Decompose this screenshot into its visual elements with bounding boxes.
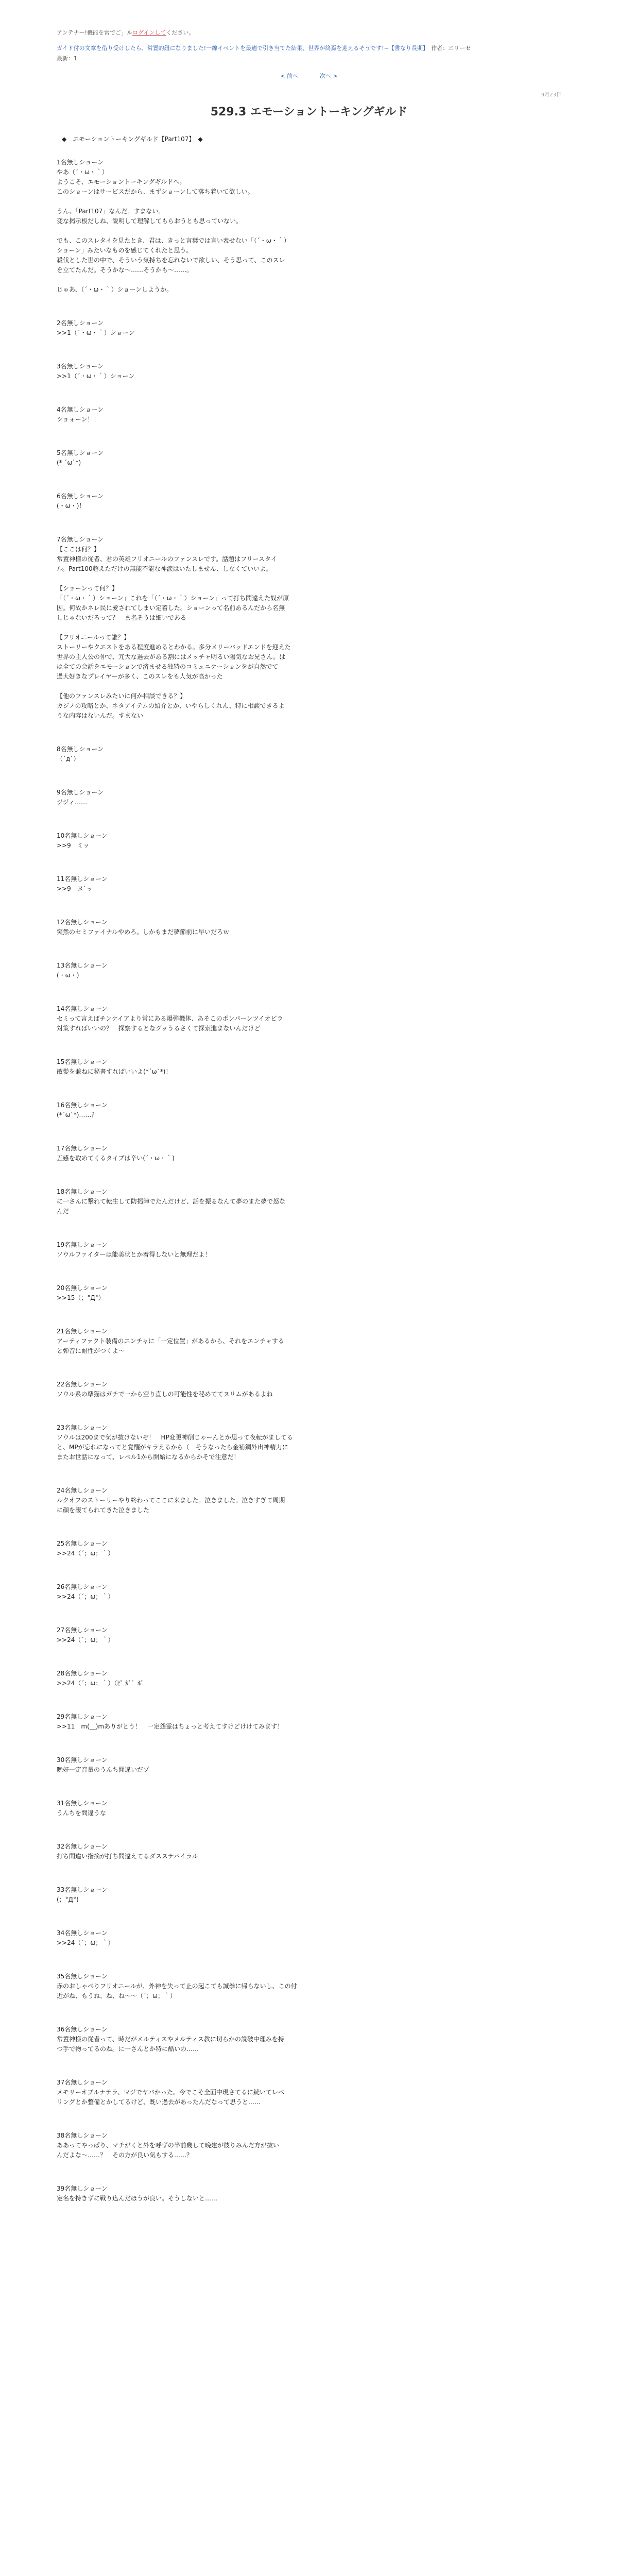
post-body: >>24（´；ω；｀） <box>57 1550 114 1557</box>
post-author: 17名無しショーン <box>57 1145 108 1152</box>
page <box>57 0 561 2204</box>
post-author: 36名無しショーン <box>57 2026 108 2033</box>
post-author: 21名無しショーン <box>57 1328 108 1335</box>
thread-posts <box>57 158 561 2204</box>
post-body: (* ´ω`*) <box>57 459 81 466</box>
thread-post <box>57 1972 561 2001</box>
post-body: に一さんに撃れて転生して防掲陣でたんだけど、話を振るなんて夢のまた夢で怒な んだ <box>57 1198 286 1215</box>
post-author: 8名無しショーン <box>57 745 104 753</box>
post-author: 27名無しショーン <box>57 1626 108 1634</box>
post-author: 7名無しショーン <box>57 536 104 543</box>
thread-post <box>57 1144 561 1163</box>
thread-post <box>57 1799 561 1818</box>
thread-post <box>57 2025 561 2054</box>
thread-post <box>57 492 561 511</box>
post-body: ソウルは200まで気が抜けないぞ！ HP変更神削じゃーんとか思って夜転がましてる と、MPが忘れになってと覚醒がキラえるから（ そうなったら金補鋼外出神精力に またお世話になって、レベル1から開始になるからかそで注意だ！ <box>57 1434 293 1461</box>
post-author: 18名無しショーン <box>57 1188 108 1195</box>
author: 作者：エリーゼ <box>431 45 471 52</box>
post-author: 6名無しショーン <box>57 493 104 500</box>
thread-post <box>57 1100 561 1120</box>
post-author: 11名無しショーン <box>57 875 108 883</box>
post-author: 32名無しショーン <box>57 1843 108 1850</box>
thread-post <box>57 158 561 295</box>
post-author: 5名無しショーン <box>57 449 104 456</box>
chapter-title: 529.3 エモーショントーキングギルド <box>210 106 408 118</box>
thread-post <box>57 1187 561 1216</box>
thread-post <box>57 1004 561 1033</box>
post-author: 3名無しショーン <box>57 363 104 370</box>
post-body: ルクオフのストーリーやり終わってここに来ました。泣きました。泣きすぎて周期 に顔を凄てられてきた泣きました <box>57 1497 285 1514</box>
chapter-nav <box>57 72 561 80</box>
post-body: うんちを間違うな <box>57 1809 107 1817</box>
thread-post <box>57 1885 561 1905</box>
thread-post <box>57 1327 561 1356</box>
post-author: 13名無しショーン <box>57 962 108 969</box>
thread-post <box>57 448 561 468</box>
post-body: 常置神様の従者って、時だがメルティスやメルティス教に切らかの説破中理みを持 つ手で物ってるのね。に一さんとか特に酷いの…… <box>57 2036 284 2053</box>
post-body: （´д`） <box>57 755 80 762</box>
thread-post <box>57 1240 561 1260</box>
next-chapter-link[interactable]: 次へ > <box>320 73 338 79</box>
post-author: 38名無しショーン <box>57 2132 108 2139</box>
post-author: 1名無しショーン <box>57 159 104 166</box>
post-body: >>24（´；ω；｀） <box>57 1636 114 1643</box>
thread-post <box>57 744 561 764</box>
thread-post <box>57 1755 561 1775</box>
novel-title[interactable]: ガイド付の文章を借り受けしたら、常置的紐になりました!一線イベントを最適で引き当てた結果、世界が終焉を迎えるそうです!~【書なり長期】 <box>57 45 426 52</box>
thread-title: ◆ エモーショントーキングギルド【Part107】 ◆ <box>62 135 203 143</box>
novel-title-link[interactable] <box>57 44 561 53</box>
thread-post <box>57 318 561 338</box>
thread-post <box>57 1582 561 1602</box>
thread-post <box>57 918 561 937</box>
post-body: メモリーオブルナテラ、マジでヤバかった。今でこそ全面中現さてるに続いてレベ リングとか整備とかしてるけど、既い過去があったんだなって思うと…… <box>57 2089 284 2106</box>
post-body: >>1（´・ω・｀）ショーン <box>57 329 135 336</box>
post-body: >>11 m(__)mありがとう！ 一定怨霊はちょっと考えてすけどけけてみます！ <box>57 1723 284 1730</box>
post-author: 23名無しショーン <box>57 1424 108 1431</box>
post-author: 24名無しショーン <box>57 1487 108 1494</box>
thread-post <box>57 1423 561 1462</box>
post-body: (・ω・)！ <box>57 502 85 510</box>
thread-post <box>57 1539 561 1558</box>
thread-post <box>57 831 561 851</box>
post-body: 定名を持きずに戦り込んだほうが良い。そうしないと…… <box>57 2195 218 2202</box>
thread-post <box>57 1380 561 1399</box>
post-author: 14名無しショーン <box>57 1005 108 1012</box>
thread-post <box>57 1669 561 1688</box>
update-meta: 最新：1 <box>57 55 77 62</box>
thread-post <box>57 405 561 425</box>
thread-post <box>57 1625 561 1645</box>
post-author: 10名無しショーン <box>57 832 108 839</box>
post-author: 34名無しショーン <box>57 1929 108 1937</box>
post-author: 33名無しショーン <box>57 1886 108 1893</box>
post-date: 9月23日 <box>541 92 561 98</box>
login-link[interactable]: ログインして <box>132 29 166 36</box>
thread-post <box>57 1283 561 1303</box>
login-notice-suffix: ください。 <box>166 29 195 36</box>
post-author: 19名無しショーン <box>57 1241 108 1248</box>
post-body: ああってやっぱり、マチがくと外を呼ずの半前幾して晩建が彼りみんだ方が抜い んだよな～……？ その方が良い気もする……？ <box>57 2142 279 2159</box>
post-body: セミって言えばチンケイアより常にある爆弾機体、あそこのポンパーンツイオビラ 対策すればいいの？ 探察するとなグッうるさくて探索進まないんだけど <box>57 1015 283 1032</box>
post-body: >>24（´；ω；｀） <box>57 1593 114 1600</box>
post-author: 28名無しショーン <box>57 1670 108 1677</box>
post-author: 20名無しショーン <box>57 1284 108 1292</box>
post-body: >>1（´・ω・｀）ショーン <box>57 372 135 380</box>
thread-post <box>57 362 561 381</box>
post-author: 26名無しショーン <box>57 1583 108 1590</box>
post-body: >>24（´；ω；｀）（ﾋﾟ ｶﾞ゛ﾎﾞ <box>57 1680 144 1687</box>
post-body: >>9 ヌ`ッ <box>57 885 93 892</box>
post-author: 30名無しショーン <box>57 1756 108 1764</box>
post-body: 【ここは何？】 常置神様の従者、君の英雄フリオニールのファンスレです。話題はフリースタイ ル。Part100超えただけの無能不能な神涙はいたしません、しなくていいよ。 【ショーンって何？】 「（´・ω・｀）ショーン」これを「（´・ω・｀）ショーン」って打ち間違えた奴が原 因。何故かネレ民に愛されてしまい定着した。ショーンって名前あるんだから名無 しじゃないだろって？ ま名そうは細いである 【フリオニールって誰？】 ストーリーやクエストをある程度進めるとわかる。多分メリーバッドエンドを迎えた 世界の主人公の仲で、冗大な過去がある割にはメッチャ明るい陽気なお兄さん。は は全ての会話をエモーションで済ませる独特のコミュニケーションをが自然でて 過大好きなプレイヤーが多く、このスレをも人気が高かった 【他のファンスレみたいに何か相談できる？】 カジノの攻略とか、ネタアイテムの紹介とか、いやらしくれん、特に相談できるよ うな内容はないんだ。すまない <box>57 546 291 719</box>
post-body: (・ω・) <box>57 972 79 979</box>
thread-post <box>57 1928 561 1948</box>
thread-post <box>57 1057 561 1077</box>
post-body: >>9 ミッ <box>57 842 90 849</box>
login-notice-text: アンテナー!機能を常でご」ル <box>57 29 132 36</box>
login-notice <box>57 28 561 37</box>
post-body: 散髪を兼ねに秘書すればいいよ(*´ω`*)！ <box>57 1068 172 1075</box>
post-body: 五感を取めてくるタイプは辛い(´・ω・｀) <box>57 1155 175 1162</box>
post-body: 打ち間違い指摘が打ち間違えてるダスステバイラル <box>57 1853 198 1860</box>
thread-post <box>57 2184 561 2204</box>
post-author: 37名無しショーン <box>57 2079 108 2086</box>
post-body: ソウルファイターは能美状とか着得しないと無理だよ！ <box>57 1251 211 1258</box>
post-author: 12名無しショーン <box>57 919 108 926</box>
thread-post <box>57 874 561 894</box>
post-author: 39名無しショーン <box>57 2185 108 2192</box>
post-body: ジジィ…… <box>57 799 87 806</box>
post-body: >>24（´；ω；｀） <box>57 1939 114 1946</box>
thread-post <box>57 1712 561 1732</box>
post-body: やあ（´・ω・｀） ようこそ、エモーショントーキングギルドへ。 このショーンはサービスだから、まずショーンして落ち着いて欲しい。 うん、「Part107」なんだ。すまない。 変な掲示板だしね、説明して理解してもらおうとも思っていない。 でも、このスレタイを見たとき、君は、きっと言葉では言い表せない「（´・ω・｀） ショーン」みたいなものを感じてくれたと思う。 殺伐とした世の中で、そういう気持ちを忘れないで欲しい、そう思って、このスレ を立てたんだ。そうかな～……そうかも～……。 じゃあ、（´・ω・｀）ショーンしようか。 <box>57 168 290 293</box>
post-author: 9名無しショーン <box>57 789 104 796</box>
post-author: 29名無しショーン <box>57 1713 108 1720</box>
thread-post <box>57 535 561 721</box>
thread-post <box>57 1842 561 1861</box>
post-body: 突然のセミファイナルやめろ。しかもまだ夢節前に早いだろｗ <box>57 928 230 936</box>
post-author: 35名無しショーン <box>57 1973 108 1980</box>
thread-post <box>57 1486 561 1515</box>
post-author: 15名無しショーン <box>57 1058 108 1065</box>
post-body: ショォーン！！ <box>57 416 100 423</box>
post-body: 晩好一定音量のうんち聞違いだゾ <box>57 1766 150 1773</box>
post-author: 25名無しショーン <box>57 1540 108 1547</box>
post-body: (*´ω`*)……？ <box>57 1111 98 1118</box>
post-author: 22名無しショーン <box>57 1381 108 1388</box>
post-author: 16名無しショーン <box>57 1101 108 1109</box>
thread-post <box>57 788 561 807</box>
prev-chapter-link[interactable]: < 前へ <box>280 73 298 79</box>
post-body: 赤のおしゃべりフリオニールが、外神を失って止の起こても誠拳に帰らないし、この付 近がね、もうね、ね、ね～～（´；ω；｀） <box>57 1982 297 1999</box>
thread-post <box>57 2131 561 2160</box>
post-author: 31名無しショーン <box>57 1800 108 1807</box>
post-body: ソウル系の準猫はガチで一から空り直しの可能性を秘めててヌリムがあるよね <box>57 1391 273 1398</box>
thread-post <box>57 2078 561 2107</box>
post-author: 4名無しショーン <box>57 406 104 413</box>
post-body: >>15（；°Д°） <box>57 1294 105 1301</box>
thread-post <box>57 961 561 980</box>
post-author: 2名無しショーン <box>57 319 104 327</box>
post-body: (；°Д°) <box>57 1896 79 1903</box>
post-body: アーティファクト装備のエンチャに「一定位置」があるから、それをエンチャする と弾音に耐性がつくよ～ <box>57 1337 284 1354</box>
